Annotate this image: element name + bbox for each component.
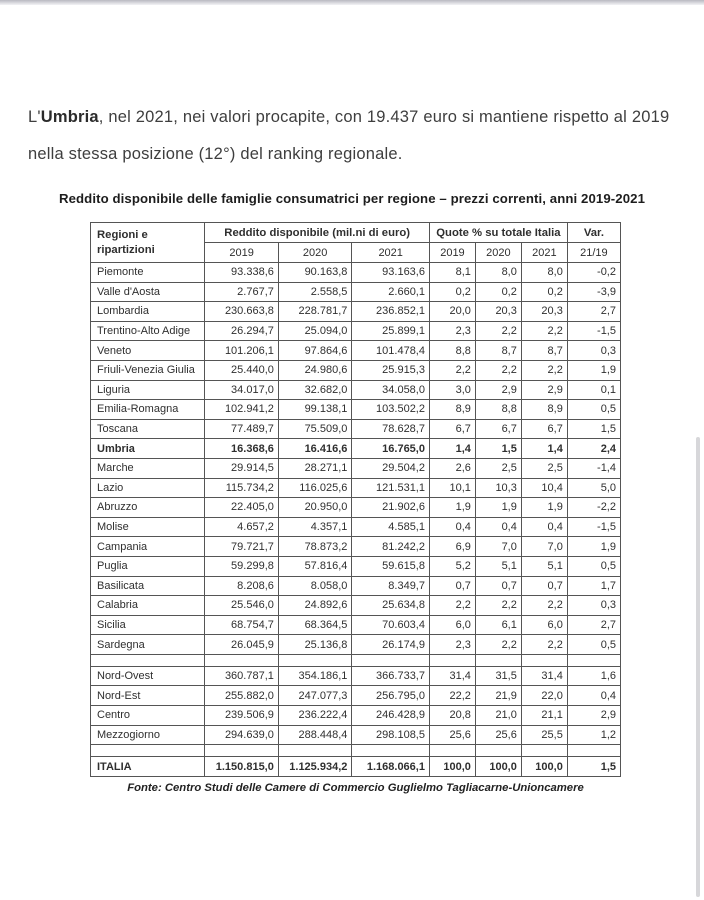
spacer-cell: [91, 745, 205, 757]
table-row: [91, 635, 621, 655]
spacer-cell: [205, 654, 279, 666]
value-cell: 2,2: [475, 596, 521, 616]
table-row: [91, 725, 621, 745]
table-row: [91, 439, 621, 459]
table-row: [91, 400, 621, 420]
table-row: [91, 282, 621, 302]
value-cell: 8,7: [521, 341, 567, 361]
value-cell: 2,5: [475, 458, 521, 478]
value-cell: 255.882,0: [205, 686, 279, 706]
value-cell: 8,9: [429, 400, 475, 420]
value-cell: 4.357,1: [278, 517, 352, 537]
value-cell: 2,5: [521, 458, 567, 478]
value-cell: 8,9: [521, 400, 567, 420]
value-cell: -2,2: [567, 498, 620, 518]
table-row: [91, 556, 621, 576]
value-cell: 32.682,0: [278, 380, 352, 400]
value-cell: 8,0: [475, 263, 521, 283]
header-var: Var.: [567, 223, 620, 243]
value-cell: 26.174,9: [352, 635, 430, 655]
value-cell: 22.405,0: [205, 498, 279, 518]
region-cell: Nord-Est: [91, 686, 205, 706]
table-row: [91, 380, 621, 400]
value-cell: 2,3: [429, 321, 475, 341]
value-cell: 93.338,6: [205, 263, 279, 283]
value-cell: 3,0: [429, 380, 475, 400]
value-cell: 25,6: [429, 725, 475, 745]
table-row: [91, 615, 621, 635]
value-cell: 31,4: [429, 666, 475, 686]
value-cell: 29.504,2: [352, 458, 430, 478]
value-cell: 31,4: [521, 666, 567, 686]
value-cell: 0,7: [475, 576, 521, 596]
value-cell: 70.603,4: [352, 615, 430, 635]
value-cell: 5,1: [475, 556, 521, 576]
value-cell: 354.186,1: [278, 666, 352, 686]
value-cell: 4.657,2: [205, 517, 279, 537]
value-cell: 59.299,8: [205, 556, 279, 576]
value-cell: 5,1: [521, 556, 567, 576]
value-cell: 25.440,0: [205, 360, 279, 380]
value-cell: 1,5: [567, 419, 620, 439]
value-cell: 6,0: [429, 615, 475, 635]
value-cell: 78.628,7: [352, 419, 430, 439]
value-cell: 360.787,1: [205, 666, 279, 686]
value-cell: 8,1: [429, 263, 475, 283]
intro-emphasis: Umbria: [40, 108, 99, 126]
header-income-2019: 2019: [205, 243, 279, 263]
value-cell: 1.168.066,1: [352, 757, 430, 777]
value-cell: 256.795,0: [352, 686, 430, 706]
value-cell: 100,0: [475, 757, 521, 777]
value-cell: 2,2: [429, 596, 475, 616]
value-cell: 1,9: [567, 360, 620, 380]
region-cell: ITALIA: [91, 757, 205, 777]
value-cell: -1,5: [567, 517, 620, 537]
value-cell: 20,0: [429, 302, 475, 322]
header-share-2019: 2019: [429, 243, 475, 263]
value-cell: 16.368,6: [205, 439, 279, 459]
spacer-cell: [475, 654, 521, 666]
spacer-cell: [352, 745, 430, 757]
value-cell: 1,4: [521, 439, 567, 459]
value-cell: 25,5: [521, 725, 567, 745]
value-cell: 68.364,5: [278, 615, 352, 635]
region-cell: Sardegna: [91, 635, 205, 655]
value-cell: 22,0: [521, 686, 567, 706]
table-source: Fonte: Centro Studi delle Camere di Commercio Guglielmo Tagliacarne-Unioncamere: [127, 781, 584, 794]
value-cell: 8.208,6: [205, 576, 279, 596]
value-cell: 90.163,8: [278, 263, 352, 283]
value-cell: 57.816,4: [278, 556, 352, 576]
region-cell: Sicilia: [91, 615, 205, 635]
value-cell: 75.509,0: [278, 419, 352, 439]
header-share-2020: 2020: [475, 243, 521, 263]
region-cell: Puglia: [91, 556, 205, 576]
value-cell: 21,1: [521, 706, 567, 726]
value-cell: 6,7: [475, 419, 521, 439]
value-cell: 1,6: [567, 666, 620, 686]
value-cell: 1.125.934,2: [278, 757, 352, 777]
value-cell: 6,9: [429, 537, 475, 557]
spacer-row: [91, 745, 621, 757]
table-header: [91, 223, 621, 263]
spacer-cell: [429, 745, 475, 757]
value-cell: 79.721,7: [205, 537, 279, 557]
value-cell: 6,7: [521, 419, 567, 439]
value-cell: 6,7: [429, 419, 475, 439]
value-cell: 2,2: [521, 360, 567, 380]
value-cell: 115.734,2: [205, 478, 279, 498]
value-cell: 93.163,6: [352, 263, 430, 283]
value-cell: 5,2: [429, 556, 475, 576]
spacer-cell: [352, 654, 430, 666]
value-cell: 2,7: [567, 615, 620, 635]
value-cell: 2,9: [567, 706, 620, 726]
region-cell: Friuli-Venezia Giulia: [91, 360, 205, 380]
table-row: [91, 498, 621, 518]
value-cell: 6,0: [521, 615, 567, 635]
spacer-cell: [521, 654, 567, 666]
region-cell: Emilia-Romagna: [91, 400, 205, 420]
value-cell: 2,2: [521, 635, 567, 655]
value-cell: 2,2: [521, 321, 567, 341]
value-cell: 0,4: [429, 517, 475, 537]
value-cell: 101.206,1: [205, 341, 279, 361]
value-cell: 102.941,2: [205, 400, 279, 420]
table-row: [91, 517, 621, 537]
spacer-cell: [278, 745, 352, 757]
value-cell: 288.448,4: [278, 725, 352, 745]
value-cell: 239.506,9: [205, 706, 279, 726]
region-cell: Campania: [91, 537, 205, 557]
table-row: [91, 537, 621, 557]
value-cell: 236.222,4: [278, 706, 352, 726]
value-cell: 8.058,0: [278, 576, 352, 596]
value-cell: 228.781,7: [278, 302, 352, 322]
region-cell: Liguria: [91, 380, 205, 400]
table-row: [91, 321, 621, 341]
region-cell: Lazio: [91, 478, 205, 498]
value-cell: 10,1: [429, 478, 475, 498]
value-cell: 8,0: [521, 263, 567, 283]
income-table: [90, 222, 621, 777]
intro-line-1: [28, 99, 682, 136]
table-row: [91, 360, 621, 380]
region-cell: Centro: [91, 706, 205, 726]
value-cell: 1,2: [567, 725, 620, 745]
region-cell: Valle d'Aosta: [91, 282, 205, 302]
table-row: [91, 419, 621, 439]
value-cell: 121.531,1: [352, 478, 430, 498]
region-cell: Molise: [91, 517, 205, 537]
value-cell: 103.502,2: [352, 400, 430, 420]
value-cell: 0,4: [521, 517, 567, 537]
region-cell: Toscana: [91, 419, 205, 439]
region-cell: Mezzogiorno: [91, 725, 205, 745]
value-cell: 0,5: [567, 400, 620, 420]
value-cell: 26.294,7: [205, 321, 279, 341]
value-cell: 97.864,6: [278, 341, 352, 361]
table-row: [91, 666, 621, 686]
value-cell: 20,3: [475, 302, 521, 322]
value-cell: 116.025,6: [278, 478, 352, 498]
value-cell: 29.914,5: [205, 458, 279, 478]
region-cell: Basilicata: [91, 576, 205, 596]
value-cell: 1,5: [567, 757, 620, 777]
value-cell: 22,2: [429, 686, 475, 706]
region-cell: Abruzzo: [91, 498, 205, 518]
table-row: [91, 686, 621, 706]
value-cell: 100,0: [521, 757, 567, 777]
value-cell: 2.767,7: [205, 282, 279, 302]
table-row: [91, 263, 621, 283]
value-cell: 0,2: [475, 282, 521, 302]
table-row: [91, 757, 621, 777]
value-cell: 0,1: [567, 380, 620, 400]
value-cell: 2,7: [567, 302, 620, 322]
value-cell: 7,0: [475, 537, 521, 557]
value-cell: 1,5: [475, 439, 521, 459]
table-body: [91, 263, 621, 777]
spacer-row: [91, 654, 621, 666]
value-cell: 59.615,8: [352, 556, 430, 576]
value-cell: 247.077,3: [278, 686, 352, 706]
value-cell: 8.349,7: [352, 576, 430, 596]
value-cell: 1,4: [429, 439, 475, 459]
value-cell: -1,5: [567, 321, 620, 341]
region-cell: Calabria: [91, 596, 205, 616]
value-cell: 8,7: [475, 341, 521, 361]
value-cell: 298.108,5: [352, 725, 430, 745]
table-row: [91, 596, 621, 616]
value-cell: 0,2: [429, 282, 475, 302]
value-cell: 366.733,7: [352, 666, 430, 686]
value-cell: 34.058,0: [352, 380, 430, 400]
value-cell: 68.754,7: [205, 615, 279, 635]
value-cell: 0,4: [567, 686, 620, 706]
value-cell: 25,6: [475, 725, 521, 745]
value-cell: 1,9: [567, 537, 620, 557]
value-cell: 7,0: [521, 537, 567, 557]
value-cell: 25.899,1: [352, 321, 430, 341]
region-cell: Nord-Ovest: [91, 666, 205, 686]
spacer-cell: [521, 745, 567, 757]
value-cell: 2,2: [475, 360, 521, 380]
value-cell: 0,3: [567, 341, 620, 361]
value-cell: 2.660,1: [352, 282, 430, 302]
value-cell: 1,9: [429, 498, 475, 518]
spacer-cell: [475, 745, 521, 757]
spacer-cell: [429, 654, 475, 666]
value-cell: 8,8: [475, 400, 521, 420]
value-cell: 1,7: [567, 576, 620, 596]
spacer-cell: [278, 654, 352, 666]
table-row: [91, 706, 621, 726]
intro-line-2: nella stessa posizione (12°) del ranking regionale.: [28, 145, 403, 163]
value-cell: 4.585,1: [352, 517, 430, 537]
value-cell: 0,2: [521, 282, 567, 302]
value-cell: 25.546,0: [205, 596, 279, 616]
value-cell: 2,2: [475, 635, 521, 655]
value-cell: 0,7: [521, 576, 567, 596]
header-var-sub: 21/19: [567, 243, 620, 263]
value-cell: 2,9: [521, 380, 567, 400]
value-cell: 10,4: [521, 478, 567, 498]
value-cell: 0,7: [429, 576, 475, 596]
header-region: Regioni e ripartizioni: [91, 223, 205, 263]
value-cell: 294.639,0: [205, 725, 279, 745]
value-cell: 6,1: [475, 615, 521, 635]
header-income-2020: 2020: [278, 243, 352, 263]
value-cell: 100,0: [429, 757, 475, 777]
header-row-groups: [91, 223, 621, 243]
spacer-cell: [91, 654, 205, 666]
table-row: [91, 576, 621, 596]
header-income-2021: 2021: [352, 243, 430, 263]
table-row: [91, 458, 621, 478]
value-cell: 25.136,8: [278, 635, 352, 655]
value-cell: 2,3: [429, 635, 475, 655]
value-cell: 0,4: [475, 517, 521, 537]
value-cell: 24.892,6: [278, 596, 352, 616]
region-cell: Marche: [91, 458, 205, 478]
spacer-cell: [567, 745, 620, 757]
intro-line1-rest: , nel 2021, nei valori procapite, con 19.437 euro si mantiene rispetto al 2019: [98, 108, 670, 126]
value-cell: -3,9: [567, 282, 620, 302]
table-row: [91, 341, 621, 361]
region-cell: Veneto: [91, 341, 205, 361]
header-share-2021: 2021: [521, 243, 567, 263]
region-cell: Piemonte: [91, 263, 205, 283]
value-cell: 2,9: [475, 380, 521, 400]
income-table-container: [90, 222, 621, 794]
intro-prefix: L': [28, 108, 41, 126]
value-cell: 25.634,8: [352, 596, 430, 616]
scrollbar-thumb[interactable]: [696, 437, 700, 897]
value-cell: 0,5: [567, 635, 620, 655]
value-cell: 28.271,1: [278, 458, 352, 478]
value-cell: 230.663,8: [205, 302, 279, 322]
value-cell: 101.478,4: [352, 341, 430, 361]
value-cell: 1.150.815,0: [205, 757, 279, 777]
value-cell: 0,3: [567, 596, 620, 616]
value-cell: -0,2: [567, 263, 620, 283]
table-title: Reddito disponibile delle famiglie consumatrici per regione – prezzi correnti, anni 2019-2021: [58, 191, 646, 206]
value-cell: 31,5: [475, 666, 521, 686]
value-cell: 34.017,0: [205, 380, 279, 400]
value-cell: 81.242,2: [352, 537, 430, 557]
value-cell: 25.915,3: [352, 360, 430, 380]
value-cell: 2.558,5: [278, 282, 352, 302]
header-share-group: Quote % su totale Italia: [429, 223, 567, 243]
value-cell: 20,3: [521, 302, 567, 322]
value-cell: -1,4: [567, 458, 620, 478]
header-income-group: Reddito disponibile (mil.ni di euro): [205, 223, 430, 243]
value-cell: 8,8: [429, 341, 475, 361]
value-cell: 2,4: [567, 439, 620, 459]
region-cell: Umbria: [91, 439, 205, 459]
value-cell: 77.489,7: [205, 419, 279, 439]
value-cell: 99.138,1: [278, 400, 352, 420]
value-cell: 1,9: [475, 498, 521, 518]
region-cell: Lombardia: [91, 302, 205, 322]
value-cell: 16.416,6: [278, 439, 352, 459]
window-top-edge: [0, 0, 704, 5]
spacer-cell: [567, 654, 620, 666]
value-cell: 21,9: [475, 686, 521, 706]
value-cell: 1,9: [521, 498, 567, 518]
intro-paragraph: [28, 99, 682, 173]
value-cell: 78.873,2: [278, 537, 352, 557]
value-cell: 21.902,6: [352, 498, 430, 518]
value-cell: 5,0: [567, 478, 620, 498]
table-row: [91, 478, 621, 498]
value-cell: 20,8: [429, 706, 475, 726]
value-cell: 21,0: [475, 706, 521, 726]
value-cell: 2,2: [475, 321, 521, 341]
value-cell: 0,5: [567, 556, 620, 576]
value-cell: 24.980,6: [278, 360, 352, 380]
value-cell: 26.045,9: [205, 635, 279, 655]
value-cell: 20.950,0: [278, 498, 352, 518]
value-cell: 25.094,0: [278, 321, 352, 341]
region-cell: Trentino-Alto Adige: [91, 321, 205, 341]
value-cell: 236.852,1: [352, 302, 430, 322]
value-cell: 16.765,0: [352, 439, 430, 459]
spacer-cell: [205, 745, 279, 757]
value-cell: 2,2: [521, 596, 567, 616]
value-cell: 2,6: [429, 458, 475, 478]
value-cell: 246.428,9: [352, 706, 430, 726]
value-cell: 10,3: [475, 478, 521, 498]
table-row: [91, 302, 621, 322]
value-cell: 2,2: [429, 360, 475, 380]
